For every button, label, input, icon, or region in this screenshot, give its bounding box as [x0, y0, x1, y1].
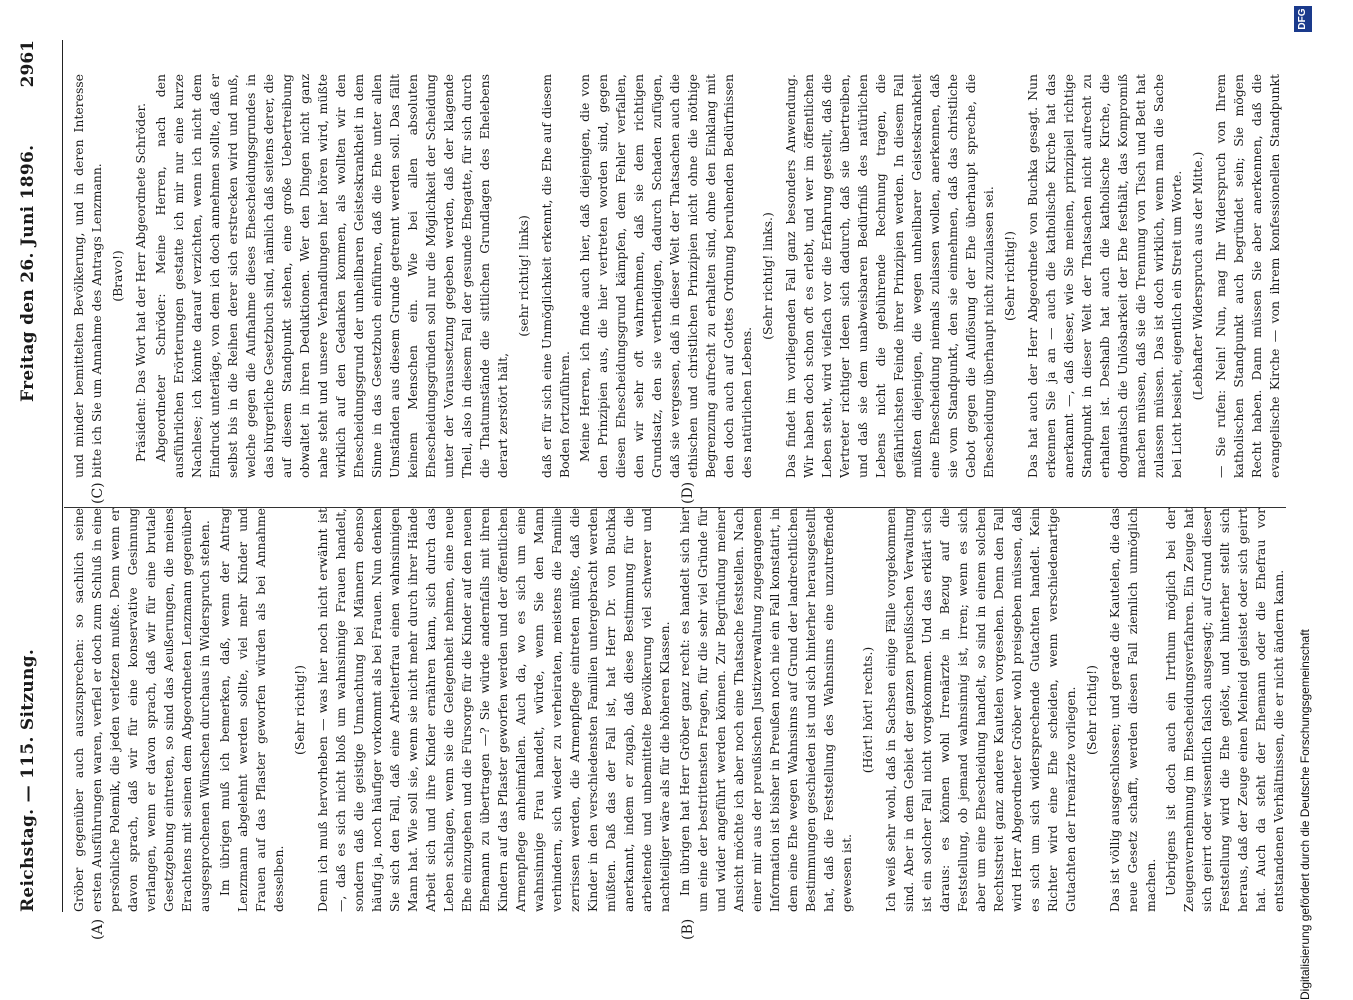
paragraph: Meine Herren, ich finde auch hier, daß diejenigen, die von den Prinzipien aus, die hier vertreten worden sind, gegen diesen Ehescheidungsgrund kämpfen, dem Fehler verfallen, den wir sehr oft wahrnehmen, daß sie dem richtigen Grundsatz, den sie vertheidigen, dadurch Schaden zufügen, daß sie vergessen, daß in dieser Welt der Thatsachen auch die ethischen und christlichen Prinzipien nicht ohne die nöthige Begrenzung aufrecht zu erhalten sind, ohne den Einklang mit den doch auch auf Gottes Ordnung beruhenden Bedürfnissen des natürlichen Lebens.: [577, 74, 754, 478]
paragraph: Denn ich muß hervorheben — was hier noch nicht erwähnt ist —, daß es sich nicht bloß um wahnsinnige Frauen handelt, sondern daß die geistige Umnachtung bei Männern ebenso häufig ja, noch häufiger vorkommt als bei Frauen. Nun denken Sie sich den Fall, daß eine Arbeiterfrau einen wahnsinnigen Mann hat. Wie soll sie, wenn sie nicht mehr durch ihrer Hände Arbeit sich und ihre Kinder ernähren kann, sich durch das Leben schlagen, wenn sie die Gelegenheit nehmen, eine neue Ehe einzugehen und die Fürsorge für die Kinder auf den neuen Ehemann zu übertragen —? Sie würde andernfalls mit ihren Kindern auf das Pflaster geworfen werden und der öffentlichen Armenpflege anheimfallen. Auch da, wo es sich um eine wahnsinnige Frau handelt, würde, wenn Sie den Mann verhindern, sich wieder zu verheiraten, meistens die Familie zerrissen werden, die Armenpflege eintreten müßte, daß die Kinder in den verschiedensten Familien untergebracht werden müßten. Daß das der Fall ist, hat Herr Dr. von Buchka anerkannt, indem er zugab, daß diese Bestimmung für die arbeitende und unbemittelte Bevölkerung viel schwerer und nachteiliger wäre als für die höheren Klassen.: [315, 508, 672, 912]
speaker-paragraph: Präsident: Das Wort hat der Herr Abgeordnete Schröder.: [133, 102, 148, 462]
interjection: (Bravo!): [110, 250, 125, 302]
paragraph: Das hat auch der Herr Abgeordnete von Buchka gesagt. Nun erkennen Sie ja an — auch die katholische Kirche hat das anerkannt —, daß dieser, wie Sie meinen, prinzipiell richtige Standpunkt in dieser Welt der Thatsachen nicht aufrecht zu erhalten ist. Deshalb hat auch die katholische Kirche, die dogmatisch die Unlösbarkeit der Ehe festhält, das Kompromiß machen müssen, daß sie die Trennung von Tisch und Bett hat zulassen müssen. Das ist doch wirklich, wenn man die Sache bei Licht besieht, eigentlich ein Streit um Worte.: [1025, 74, 1184, 478]
speaker-paragraph: Abgeordneter Schröder: Meine Herren, nach den ausführlichen Erörterungen gestatte ich mir nur eine kurze Nachlese; ich könnte darauf verzichten, wenn ich nicht dem Eindruck unterläge, von dem ich doch annehmen sollte, daß er selbst bis in die Reihen derer sich erstrecken wird und muß, welche gegen die Aufnahme dieses Ehescheidungsgrundes in das bürgerliche Gesetzbuch sind, nämlich daß seitens derer, die auf diesem Standpunkt stehen, eine große Uebertreibung obwaltet in ihren Deduktionen. Wer den Dingen nicht ganz nahe steht und unsere Verhandlungen hier hören wird, müßte wirklich auf den Gedanken kommen, als wollten wir den Ehescheidungsgrund der unheilbaren Geisteskrankheit in dem Sinne in das Gesetzbuch einführen, daß die Ehe unter allen Umständen aus diesem Grunde getrennt werden soll. Das fällt keinem Menschen ein. Wie bei allen absoluten Ehescheidungsgründen soll nur die Möglichkeit der Scheidung unter der Voraussetzung gegeben werden, daß der klagende Theil, also in diesem Fall der gesunde Ehegatte, für sich durch die Thatumstände die sittlichen Grundlagen des Ehelebens derart zerstört hält,: [153, 74, 510, 478]
margin-letter-b: (B): [680, 918, 696, 940]
interjection: (Lebhafter Widerspruch aus der Mitte.): [1190, 151, 1205, 401]
digitization-credit: [1298, 0, 1318, 1000]
interjection: (Sehr richtig!): [1084, 665, 1099, 755]
paragraph: Das findet im vorliegenden Fall ganz besonders Anwendung. Wir haben doch schon oft es erlebt, und wer im öffentlichen Leben steht, wird vielfach vor die Erfahrung gestellt, daß die Vertreter richtiger Ideen sich dadurch, daß sie übertreiben, und daß sie dem unabweisbaren Bedürfniß des natürlichen Lebens nicht die gebührende Rechnung tragen, die gefährlichsten Feinde ihrer Prinzipien werden. In diesem Fall müßten diejenigen, die wegen unheilbarer Geisteskrankheit eine Ehescheidung niemals zulassen wollen, anerkennen, daß sie vom Standpunkt, den sie einnehmen, daß das christliche Gebot gegen die Auflösung der Ehe überhaupt spreche, die Ehescheidung überhaupt nicht zuzulassen sei.: [783, 74, 996, 478]
interjection: (sehr richtig! links): [516, 215, 531, 337]
credit-text: Digitalisierung gefördert durch die Deutsche Forschungsgemeinschaft: [1298, 629, 1312, 1000]
dfg-logo: DFG: [1294, 6, 1312, 32]
paragraph: Das ist völlig ausgeschlossen; und gerade die Kautelen, die das neue Gesetz schafft, werden diesen Fall ziemlich unmöglich machen.: [1107, 508, 1158, 912]
margin-letter-c: (C): [90, 482, 106, 504]
interjection: (Sehr richtig!): [292, 665, 307, 755]
interjection: (Hört! hört! rechts.): [860, 646, 875, 774]
paragraph: Gröber gegenüber auch auszusprechen: so sachlich seine ersten Ausführungen waren, verfiel er doch zum Schluß in eine persönliche Polemik, die jeden verletzen mußte. Denn wenn er davon sprach, daß wir für eine konservative Gesinnung verlangen, wenn er davon sprach, daß wir für eine brutale Gesetzgebung eintreten, so sind das Aeußerungen, die meines Erachtens mit seinen dem Abgeordneten Lenzmann gegenüber ausgesprochenen Wünschen durchaus in Widerspruch stehen.: [71, 508, 212, 912]
interjection: (Sehr richtig! links.): [760, 212, 775, 340]
text-column-right: [70, 74, 1286, 478]
page-number: 2961: [18, 40, 38, 88]
paragraph: Im übrigen hat Herr Gröber ganz recht: es handelt sich hier um eine der bestrittensten Fragen, für die sehr viel Gründe für und wider angeführt werden können. Zur Begründung meiner Ansicht möchte ich aber noch eine Thatsache feststellen. Nach einer mir aus der preußischen Justizverwaltung zugegangenen Information ist bisher in Preußen noch nie ein Fall konstatirt, in dem eine Ehe wegen Wahnsinns auf Grund der landrechtlichen Bestimmungen geschieden ist und sich hinterher herausgestellt hat, daß die Feststellung des Wahnsinns eine unzutreffende gewesen ist.: [677, 508, 854, 912]
paragraph: daß er für sich eine Unmöglichkeit erkennt, die Ehe auf diesem Boden fortzuführen.: [539, 74, 572, 478]
margin-letter-a: (A): [90, 918, 106, 940]
text-column-left: [70, 508, 1286, 912]
margin-letter-d: (D): [680, 481, 696, 504]
paragraph: — Sie rufen: Nein! Nun, mag Ihr Widerspruch von Ihrem katholischen Standpunkt auch begründet sein; Sie mögen Recht haben. Dann müssen Sie aber anerkennen, daß die evangelische Kirche — von ihrem konfessionellen Standpunkt: [1213, 74, 1282, 478]
running-head: [0, 40, 56, 912]
header-rule: [62, 40, 63, 912]
paragraph: Ich weiß sehr wohl, daß in Sachsen einige Fälle vorgekommen sind. Aber in dem Gebiet der ganzen preußischen Verwaltung ist ein solcher Fall nicht vorgekommen. Und das erklärt sich daraus: es können wohl Irrenärzte in Bezug auf die Feststellung, ob jemand wahnsinnig ist, irren; wenn es sich aber um eine Ehescheidung handelt, so sind in einem solchen Rechtsstreit ganz andere Kautelen vorgesehen. Denn den Fall wird Herr Abgeordneter Gröber wohl preisgeben müssen, daß es sich um sich widersprechende Gutachten handelt. Kein Richter wird eine Ehe scheiden, wenn verschiedenartige Gutachten der Irrenärzte vorliegen.: [883, 508, 1078, 912]
running-head-right: Freitag den 26. Juni 1896.: [18, 144, 38, 402]
interjection: (Sehr richtig!): [1002, 231, 1017, 321]
paragraph: Im übrigen muß ich bemerken, daß, wenn der Antrag Lenzmann abgelehnt werden sollte, viel mehr Kinder und Frauen auf das Pflaster geworfen würden als bei Annahme desselben.: [217, 508, 286, 912]
running-head-left: Reichstag. — 115. Sitzung.: [18, 648, 38, 912]
paragraph: Uebrigens ist doch auch ein Irrthum möglich bei der Zeugenvernehmung im Ehescheidungsverfahren. Ein Zeuge hat sich geirrt oder wissentlich falsch ausgesagt; auf Grund dieser Feststellung wird die Ehe gelöst, und hinterher stellt sich heraus, daß der Zeuge einen Meineid geleistet oder sich geirrt hat. Auch da steht der Ehemann oder die Ehefrau vor entstandenen Verhältnissen, die er nicht ändern kann.: [1163, 508, 1286, 912]
paragraph: und minder bemittelten Bevölkerung, und in deren Interesse bitte ich Sie um Annahme des Antrags Lenzmann.: [71, 74, 104, 478]
